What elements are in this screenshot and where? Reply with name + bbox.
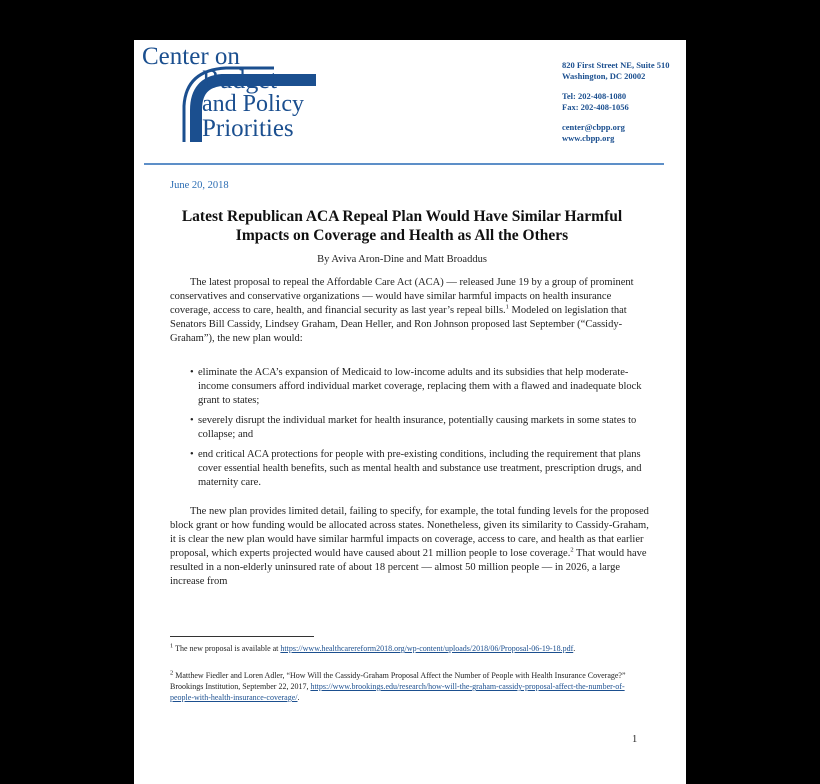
- address-web: www.cbpp.org: [562, 132, 615, 143]
- footnote-1-link[interactable]: https://www.healthcarereform2018.org/wp-content/uploads/2018/06/Proposal-06-19-18.pdf: [280, 644, 574, 653]
- para2-text-cont: That would have resulted in a non-elderly uninsured rate of about 18 percent — almost 50 million people — in 2026, a large increase from: [170, 548, 647, 587]
- address-block: [562, 60, 670, 143]
- footnote-ref-1[interactable]: 1: [505, 303, 509, 311]
- footnote-2-mark: 2: [170, 669, 174, 677]
- intro-paragraph: [170, 276, 650, 346]
- footnote-2-text: Matthew Fiedler and Loren Adler, “How Will the Cassidy-Graham Proposal Affect the Number of People with Health Insurance Coverage?” Brookings Institution, September 22, 2017,: [170, 671, 626, 691]
- address-fax: Fax: 202-408-1056: [562, 101, 629, 112]
- publish-date: June 20, 2018: [170, 180, 229, 191]
- intro-text: The latest proposal to repeal the Affordable Care Act (ACA) — released June 19 by a group of prominent conservatives and conservative organizations — would have similar harmful impacts on health insurance coverage, access to care, health, and financial security as last year’s repeal bills.: [170, 277, 634, 316]
- footnote-separator: [170, 636, 314, 637]
- bullet-text: end critical ACA protections for people with pre-existing conditions, including the requirement that plans cover essential health benefits, such as mental health and substance use treatment, prescription drugs, and maternity care.: [198, 449, 642, 488]
- report-title: Latest Republican ACA Repeal Plan Would Have Similar Harmful Impacts on Coverage and Health as All the Others: [181, 208, 623, 244]
- bullet-icon: •: [190, 367, 194, 378]
- logo-line-3: and Policy: [202, 91, 304, 117]
- header-rule: [144, 163, 664, 165]
- logo-line-2: Budget: [202, 65, 278, 94]
- logo-line-4: Priorities: [202, 115, 294, 142]
- footnote-1-mark: 1: [170, 642, 174, 650]
- bullet-icon: •: [190, 415, 194, 426]
- footnote-2: [170, 670, 640, 703]
- list-item: [190, 414, 642, 442]
- address-street: 820 First Street NE, Suite 510: [562, 60, 670, 70]
- bullet-text: severely disrupt the individual market for health insurance, potentially causing markets in some states to collapse; and: [198, 415, 637, 440]
- bullet-text: eliminate the ACA’s expansion of Medicaid to low-income adults and its subsidies that help moderate-income consumers afford individual market coverage, replacing them with a flawed and inadequate block grant to states;: [198, 367, 642, 406]
- list-item: [190, 448, 642, 490]
- page-number: 1: [632, 734, 638, 745]
- bullet-list: [190, 366, 642, 496]
- second-paragraph: [170, 505, 650, 589]
- footnote-1: [170, 643, 640, 654]
- address-email: center@cbpp.org: [562, 122, 625, 132]
- document-page: [134, 40, 686, 784]
- report-authors: By Aviva Aron-Dine and Matt Broaddus: [317, 254, 487, 265]
- footnote-2-end: .: [297, 693, 300, 702]
- footnote-1-end: .: [573, 644, 576, 653]
- footnote-1-text: The new proposal is available at: [173, 644, 281, 653]
- address-tel: Tel: 202-408-1080: [562, 91, 627, 101]
- logo-line-1: Center on: [142, 43, 240, 70]
- cbpp-logo: [134, 40, 316, 142]
- footnote-ref-2[interactable]: 2: [570, 546, 574, 554]
- address-city: Washington, DC 20002: [562, 70, 646, 81]
- bullet-icon: •: [190, 449, 194, 460]
- footnote-2-link[interactable]: https://www.brookings.edu/research/how-will-the-graham-cassidy-proposal-affect-the-number-of-people-with-health-insurance-coverage/: [170, 682, 625, 702]
- list-item: [190, 366, 642, 408]
- para2-text: The new plan provides limited detail, failing to specify, for example, the total funding levels for the proposed block grant or how funding would be allocated across states. Nonetheless, given its similarity to Cassidy-Graham, it is clear the new plan would have similar harmful impacts on coverage, access to care, and health as that earlier proposal, which experts projected would have caused about 21 million people to lose coverage.: [170, 506, 649, 559]
- intro-text-cont: Modeled on legislation that Senators Bill Cassidy, Lindsey Graham, Dean Heller, and Ron Johnson proposed last September (“Cassidy-Graham”), the new plan would:: [170, 305, 627, 344]
